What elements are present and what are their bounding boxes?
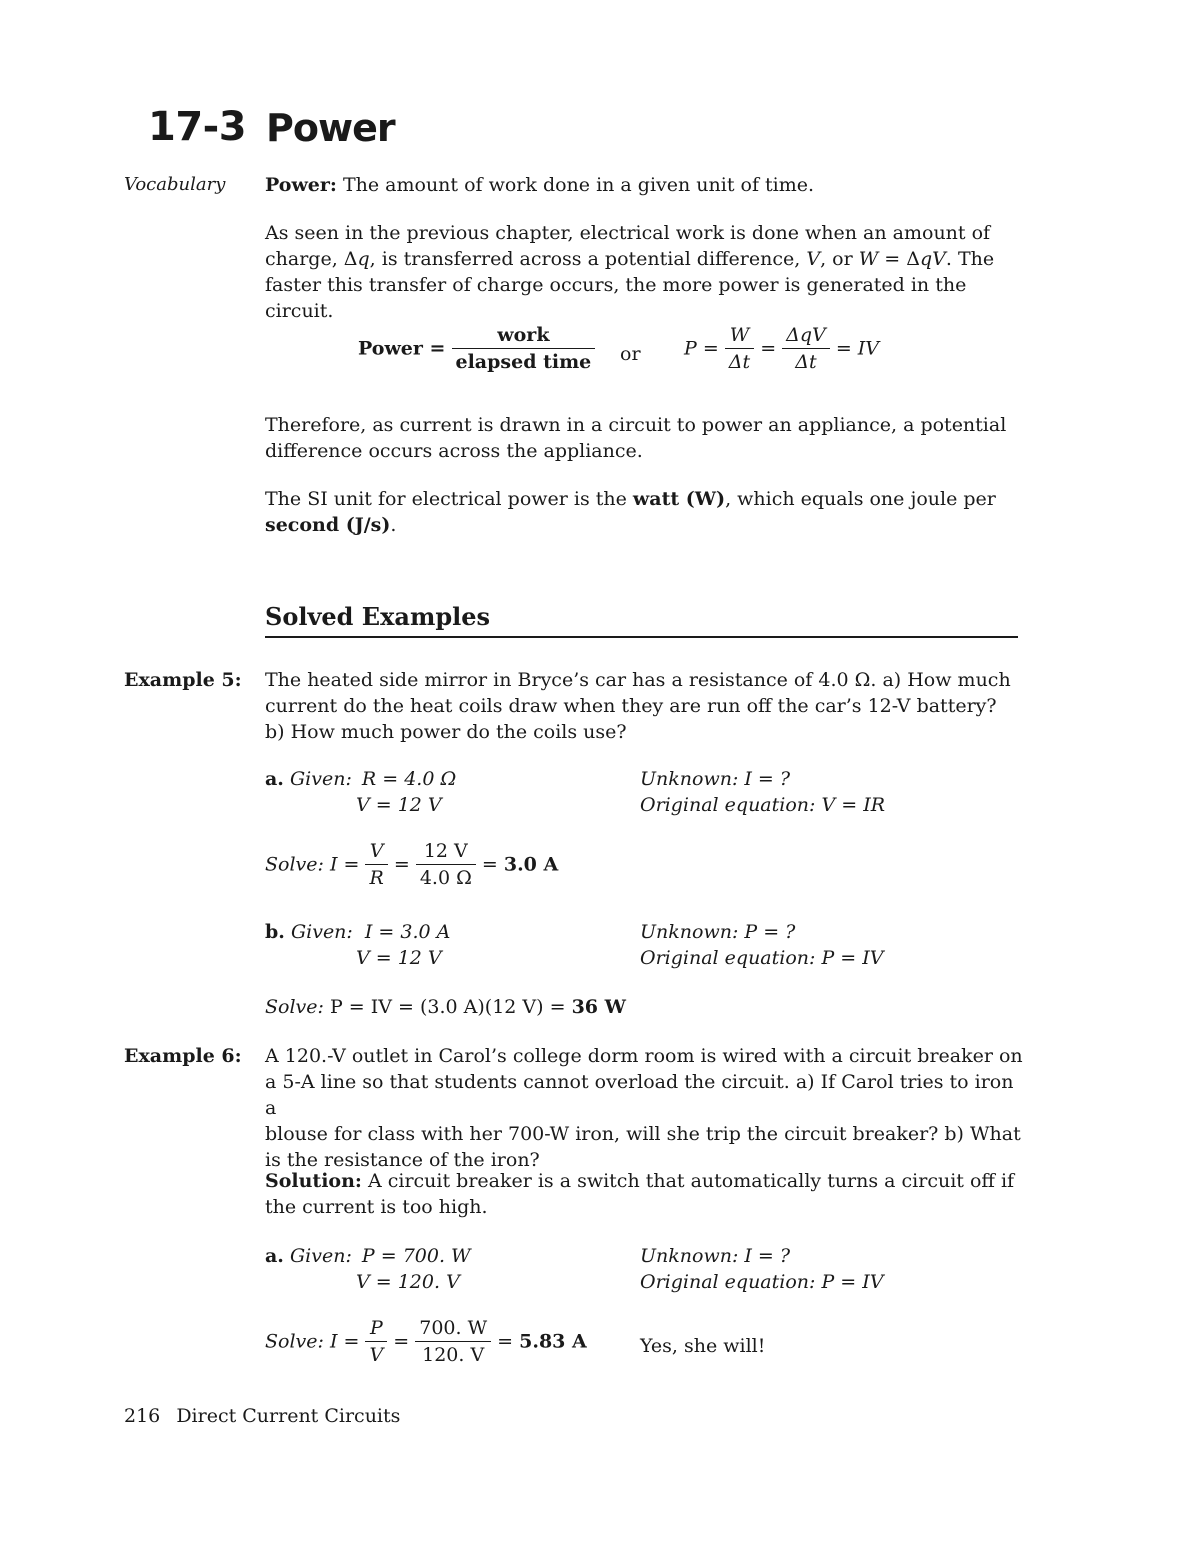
intro-line-3: faster this transfer of charge occurs, the more power is generated in the circuit. bbox=[265, 274, 967, 322]
ex5a-unknown: Unknown: I = ? bbox=[640, 768, 791, 790]
w-numerator: W bbox=[725, 324, 754, 349]
example-5-label: Example 5: bbox=[124, 669, 242, 691]
dt-denominator-2: Δt bbox=[795, 351, 817, 373]
ex6-line-4: is the resistance of the iron? bbox=[265, 1149, 540, 1171]
intro-line-2: charge, Δq, is transferred across a potential difference, V, or W = ΔqV. The bbox=[265, 248, 995, 270]
vocabulary-term: Power: bbox=[265, 174, 337, 196]
value-fraction-6: $\frac{700. W}{120. V}$ bbox=[415, 1317, 491, 1366]
example-6-label: Example 6: bbox=[124, 1045, 242, 1067]
vocabulary-text: The amount of work done in a given unit of time. bbox=[342, 174, 815, 196]
ex6a-unknown: Unknown: I = ? bbox=[640, 1245, 791, 1267]
intro-line-1: As seen in the previous chapter, electrical work is done when an amount of bbox=[265, 222, 991, 244]
answer-b: 36 W bbox=[571, 996, 626, 1018]
page-title: Power bbox=[266, 106, 395, 150]
dt-denominator: Δt bbox=[728, 351, 751, 373]
ex6a-given: a. Given: P = 700. W bbox=[265, 1245, 471, 1267]
ex6a-original-equation: Original equation: P = IV bbox=[640, 1271, 884, 1293]
ex6a-solve: Solve: I = $\frac{P}{V}$ = $\frac{700. W}{120. V}$ = 5.83 A bbox=[265, 1317, 587, 1366]
section-number: 17-3 bbox=[148, 104, 247, 150]
fraction-denominator: elapsed time bbox=[455, 351, 592, 373]
si-paragraph bbox=[265, 486, 1025, 538]
p-over-v-fraction: $\frac{P}{V}$ bbox=[365, 1317, 387, 1366]
ex5a-given-2: V = 12 V bbox=[356, 794, 442, 816]
ex5b-unknown: Unknown: P = ? bbox=[640, 921, 796, 943]
ex5a-solve: Solve: I = $\frac{V}{R}$ = $\frac{12 V}{4.0 \Omega}$ = 3.0 A bbox=[265, 840, 559, 889]
si-line-2: second (J/s). bbox=[265, 514, 397, 536]
w-over-dt-fraction bbox=[725, 324, 754, 373]
ex5-line-3: b) How much power do the coils use? bbox=[265, 721, 627, 743]
ex5b-given-2: V = 12 V bbox=[356, 947, 442, 969]
ex6-line-3: blouse for class with her 700-W iron, will she trip the circuit breaker? b) What bbox=[265, 1123, 1021, 1145]
value-fraction: $\frac{12 V}{4.0 \Omega}$ bbox=[416, 840, 476, 889]
or-text: or bbox=[620, 343, 641, 365]
dqv-numerator: ΔqV bbox=[782, 324, 830, 349]
example-6-question bbox=[265, 1043, 1025, 1173]
iv-term: = IV bbox=[835, 337, 880, 360]
ex6a-given-2: V = 120. V bbox=[356, 1271, 460, 1293]
solved-examples-heading: Solved Examples bbox=[265, 602, 491, 631]
solution-label: Solution: bbox=[265, 1170, 362, 1192]
p-equals: P = bbox=[684, 337, 719, 360]
therefore-line-2: difference occurs across the appliance. bbox=[265, 440, 643, 462]
v-over-r-fraction: $\frac{V}{R}$ bbox=[365, 840, 387, 889]
si-line-1: The SI unit for electrical power is the watt (W), which equals one joule per bbox=[265, 488, 996, 510]
ex5a-original-equation: Original equation: V = IR bbox=[640, 794, 885, 816]
part-a-label: a. bbox=[265, 768, 284, 790]
ex5b-original-equation: Original equation: P = IV bbox=[640, 947, 884, 969]
power-formula bbox=[358, 324, 595, 373]
ex5a-given bbox=[265, 766, 456, 792]
part-b-label: b. bbox=[265, 921, 285, 943]
fraction-numerator: work bbox=[452, 324, 596, 349]
ex5-line-1: The heated side mirror in Bryce’s car has a resistance of 4.0 Ω. a) How much bbox=[265, 669, 1011, 691]
ex5b-given: b. Given: I = 3.0 A bbox=[265, 921, 451, 943]
given-label: Given: bbox=[289, 768, 352, 790]
ex6-solution: Solution: A circuit breaker is a switch that automatically turns a circuit off if the current is too high. bbox=[265, 1170, 1015, 1218]
ex6-line-2: a 5-A line so that students cannot overload the circuit. a) If Carol tries to iron a bbox=[265, 1071, 1014, 1119]
therefore-line-1: Therefore, as current is drawn in a circuit to power an appliance, a potential bbox=[265, 414, 1007, 436]
therefore-paragraph bbox=[265, 412, 1025, 464]
chapter-title: Direct Current Circuits bbox=[176, 1405, 401, 1427]
equals-sign: = bbox=[760, 337, 777, 360]
ex6-line-1: A 120.-V outlet in Carol’s college dorm room is wired with a circuit breaker on bbox=[265, 1045, 1023, 1067]
heading-rule bbox=[265, 636, 1018, 638]
vocabulary-label: Vocabulary bbox=[124, 174, 226, 195]
dqv-over-dt-fraction bbox=[782, 324, 830, 373]
page-number: 216 bbox=[124, 1405, 161, 1427]
work-over-time-fraction bbox=[452, 324, 596, 373]
yes-she-will: Yes, she will! bbox=[640, 1335, 766, 1357]
intro-paragraph bbox=[265, 220, 1025, 324]
vocabulary-definition bbox=[265, 172, 814, 198]
page-footer bbox=[124, 1403, 400, 1429]
given-value-1: R = 4.0 Ω bbox=[361, 768, 457, 790]
answer-a: 3.0 A bbox=[503, 853, 559, 876]
answer-6a: 5.83 A bbox=[519, 1330, 587, 1353]
ex5b-solve: Solve: P = IV = (3.0 A)(12 V) = 36 W bbox=[265, 996, 626, 1018]
power-equation bbox=[684, 324, 879, 373]
ex5-line-2: current do the heat coils draw when they are run off the car’s 12-V battery? bbox=[265, 695, 997, 717]
power-label: Power = bbox=[358, 337, 446, 360]
example-5-question bbox=[265, 667, 1025, 745]
